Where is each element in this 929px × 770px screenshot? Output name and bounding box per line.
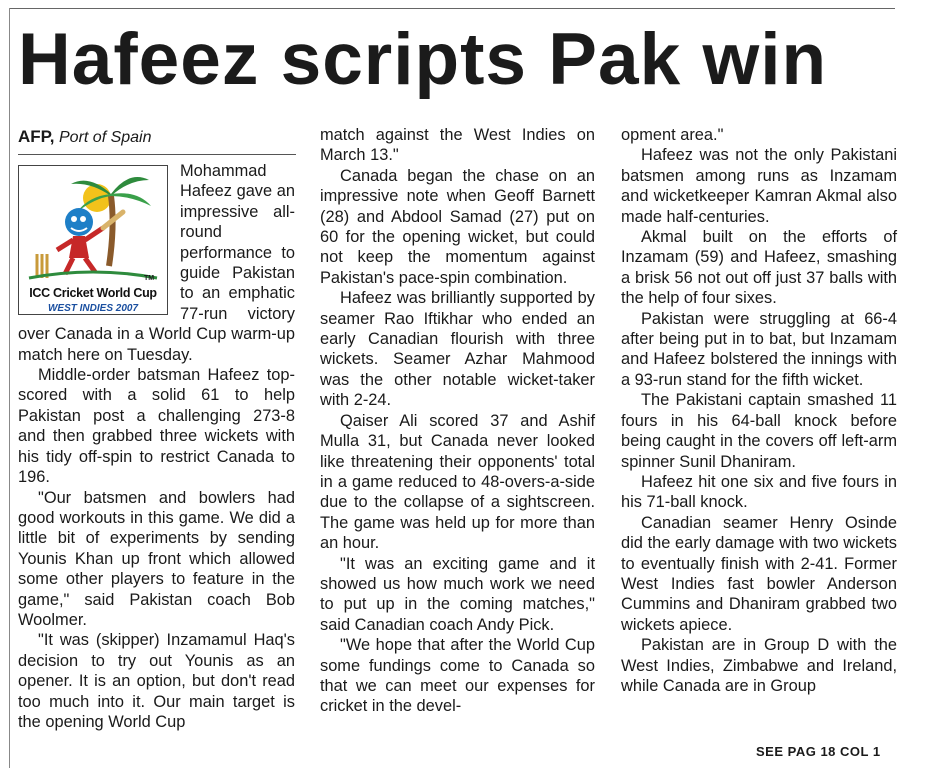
paragraph: Hafeez was not the only Pakistani batsmen among runs as Inzamam and wicketkeeper Kamran Akmal also made half-centuries. <box>621 146 897 226</box>
column-2 <box>320 125 595 717</box>
paragraph: Middle-order batsman Hafeez top-scored with a solid 61 to help Pakistan post a challenging 273-8 and then grabbed three wickets with his tidy off-spin to restrict Canada to 196. <box>18 366 295 487</box>
paragraph: opment area." <box>621 126 724 144</box>
paragraph: "We hope that after the World Cup some fundings come to Canada so that we can meet our expenses for cricket in the devel- <box>320 636 595 716</box>
paragraph: Canada began the chase on an impressive note when Geoff Barnett (28) and Abdool Samad (27) put on 60 for the opening wicket, but could not keep the momentum against Pakistan's pace-spin combination. <box>320 166 595 287</box>
paragraph: The Pakistani captain smashed 11 fours in his 64-ball knock before being caught in the covers off left-arm spinner Sunil Dhaniram. <box>621 391 897 471</box>
paragraph: match against the West Indies on March 13." <box>320 126 595 165</box>
left-rule <box>9 8 10 768</box>
paragraph: Canadian seamer Henry Osinde did the early damage with two wickets to eventually finish with 2-41. Former West Indies fast bowler Anderson Cummins and Dhaniram grabbed two wickets apiece. <box>621 513 897 634</box>
paragraph: Akmal built on the efforts of Inzamam (59) and Hafeez, smashing a brisk 56 not out off just 37 balls with the help of four sixes. <box>621 228 897 308</box>
paragraph: Pakistan were struggling at 66-4 after being put in to bat, but Inzamam and Hafeez bolstered the innings with a 93-run stand for the fifth wicket. <box>621 309 897 389</box>
paragraph: Qaiser Ali scored 37 and Ashif Mulla 31, but Canada never looked like threatening their opponents' total in a game reduced to 48-overs-a-side due to the collapse of a sightscreen. The game was held up for more than an hour. <box>320 411 595 553</box>
paragraph: Hafeez hit one six and five fours in his 71-ball knock. <box>621 472 897 512</box>
paragraph: "Our batsmen and bowlers had good workouts in this game. We did a little bit of experiments by sending Younis Khan up front which allowed some other players to feature in the game," said Pakistan coach Bob Woolmer. <box>18 488 295 629</box>
byline <box>18 127 152 147</box>
logo-title: ICC Cricket World Cup <box>29 286 157 300</box>
paragraph: Pakistan are in Group D with the West Indies, Zimbabwe and Ireland, while Canada are in Group <box>621 636 897 695</box>
paragraph: Hafeez was brilliantly supported by seamer Rao Iftikhar who ended an early Canadian flourish with three wickets. Seamer Azhar Mahmood was the other notable wicket-taker with 2-24. <box>320 289 595 410</box>
paragraph: "It was an exciting game and it showed us how much work we need to put up in the coming matches," said Canadian coach Andy Pick. <box>320 554 595 634</box>
byline-rule <box>18 154 296 155</box>
world-cup-logo <box>18 165 168 315</box>
headline: Hafeez scripts Pak win <box>18 19 828 100</box>
column-1 <box>18 161 295 732</box>
continued-jump-line: SEE PAG 18 COL 1 <box>756 744 881 759</box>
byline-agency: AFP, <box>18 127 55 146</box>
column-3 <box>621 125 897 696</box>
paragraph: Mohammad Hafeez gave an impressive all-round performance to guide Pakistan to an emphatic 77-run victory over Canada in a World Cup warm-up match here on Tuesday. <box>18 162 295 364</box>
logo-trademark: TM <box>144 275 155 282</box>
byline-location: Port of Spain <box>59 129 152 146</box>
paragraph: "It was (skipper) Inzamamul Haq's decision to try out Younis as an opener. It is an option, but don't read too much into it. Our main target is the opening World Cup <box>18 631 295 731</box>
logo-subtitle: WEST INDIES 2007 <box>47 303 139 314</box>
top-rule <box>10 8 895 9</box>
